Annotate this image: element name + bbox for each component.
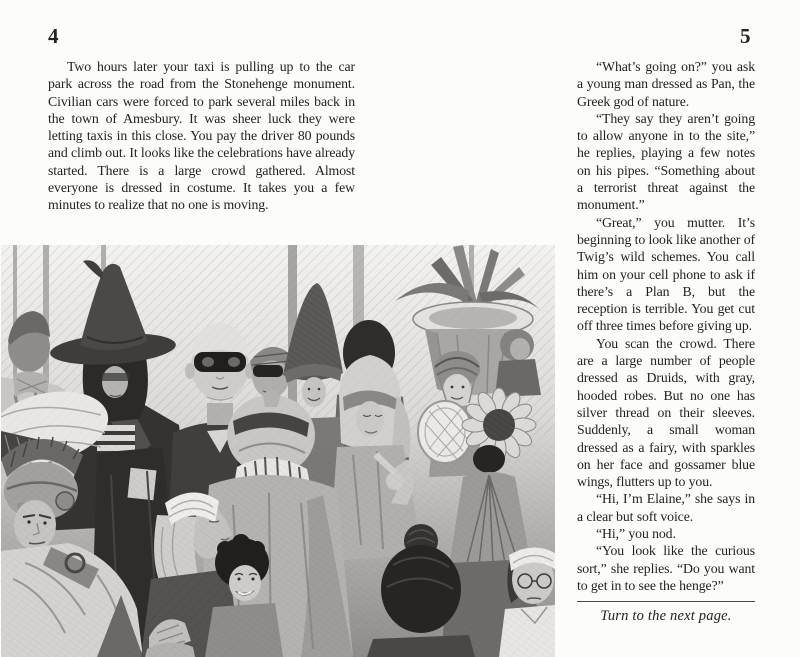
paragraph: “Hi,” you nod.	[596, 526, 676, 542]
page-footer	[577, 601, 755, 625]
turn-instruction: Turn to the next page.	[600, 608, 732, 624]
crowd-illustration	[1, 245, 555, 657]
paragraph: “Great,” you mutter. It’s beginning to look like another of Twig’s wild schemes. You call him on your cell phone to ask if there’s a Plan B, but the reception is terrible. You get cut off three times before giving up.	[577, 214, 755, 334]
left-page-text	[48, 58, 355, 214]
footer-rule	[577, 601, 755, 602]
paragraph: “They say they aren’t going to allow anyone in to the site,” he replies, playing a few notes on his pipes. “Something about a terrorist threat against the monument.”	[577, 110, 755, 213]
paragraph: Two hours later your taxi is pulling up to the car park across the road from the Stonehenge monument. Civilian cars were forced to park several miles back in the town of Amesbury. It was sheer luck they were letting taxis in this close. You pay the driver 80 pounds and climb out. It looks like the celebrations have already started. There is a large crowd gathered. Almost everyone is dressed in costume. It takes you a few minutes to realize that no one is moving.	[48, 59, 355, 213]
paragraph: “Hi, I’m Elaine,” she says in a clear but soft voice.	[577, 491, 755, 524]
right-page-number: 5	[740, 24, 751, 48]
paragraph: “What’s going on?” you ask a young man dressed as Pan, the Greek god of nature.	[577, 59, 755, 109]
left-page-number: 4	[48, 24, 59, 48]
paragraph: “You look like the curious sort,” she replies. “Do you want to get in to see the henge?”	[577, 543, 755, 593]
paragraph: You scan the crowd. There are a large number of people dressed as Druids, with gray, hooded robes. But no one has silver thread on their sleeves. Suddenly, a small woman dressed as a fairy, with sparkles on her face and gossamer blue wings, flutters up to you.	[577, 335, 755, 490]
